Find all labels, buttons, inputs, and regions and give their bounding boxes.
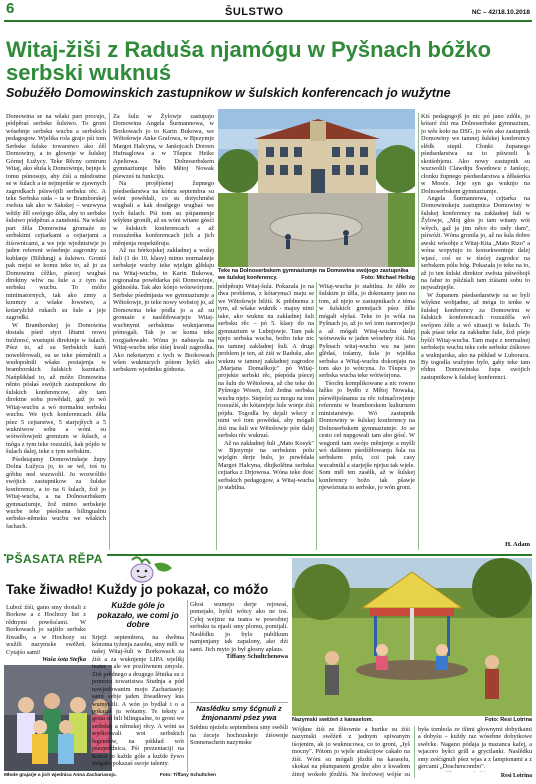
article-paragraph: Za šulu w Žylowje zastupajo Domowinu Angela Šurmannowa, w Borkowach jo to Karin Bukowa, we Wětošowje Anke Grafowa, w Bjezymje Margot Halcyna, w Janšojcach Doreen Hufnaglowa a w Tšupcu Heike Apeltowa. Na Dolnoserbskem gymnaziumje běło Mětoj Nowak pśewześ tu funkciju. bbox=[113, 113, 214, 180]
feature-column-2 bbox=[190, 601, 288, 699]
column-divider bbox=[316, 282, 317, 550]
article-column-1 bbox=[6, 113, 106, 550]
column-divider bbox=[109, 113, 110, 550]
article-paragraph: Angela Šurmannowa, cejtarka na Domowinskeju zastupnica Domowiny w šulskej konferency na zakładnej šuli w Žylowje, „Mój głos jo tam witany wót wšych, gaž ja jim něco do rady dam", pśiwóźi. Wóna gronila jo, až na šula dobre awski wósobje z Witaj-Kita „Mato Rizo" a wóna wopytujo to konsekwentnje dalej wjasć, coś se w tśećej zagrodce na serbskem pólu bóg. Pokazała jo teke na to, až jo ten šulski direktor zwěsta pśiwóbojš na fahsr to pśiźiśali tam źiśiami sobu to nejwažnjejše. bbox=[421, 194, 530, 292]
feature-headline: Take žiwadło! Kuždy jo pokazał, co móžo bbox=[6, 582, 269, 597]
article-column-5 bbox=[421, 113, 530, 538]
article-column-3 bbox=[218, 283, 314, 550]
turnip-mascot-icon bbox=[112, 556, 182, 584]
article-paragraph: Witaj-wucba jo stabilna. Jo źěło ze šulskim jo źěla, jo dokonamy jano na tom, až njejo w zastupnikach z téma w šulskich gremijach pśez źěle mógali słyšaś. Teke to jo wóla na Pyšnach jo, až jo wó tom nanowjecju a až mógali Witaj-wucbu dalej wótwuwšu w jaden wósebny źiśi. Na Pyšnach witaj-wucbu wu na jano glědaś, tośamy, šula jo wjelika serbska a Witaj-wucbu dokonjaju na tom ako jo wótcyna. Jo Tšupcu jo serbska wucba teke wótwórjona. bbox=[319, 283, 415, 380]
header-rule bbox=[4, 20, 532, 22]
children-photo-caption bbox=[4, 773, 134, 778]
article-paragraph: Až na bórkojskej zakładnej a wušej šuli (1 do 10. klasy) mimo normalneje serbskeje wucby teke wjelgin glědaju na Witaj-wucbu, to Karin Bukowa, regionalna powědarka pśi Domowinje, gódnośiła. Tak ako kónjo wótewórjone. Serbske pśedmjasta we gymnaziumje a Wětošowje, jo teke nowy wobstoj jo, až Domowina teke pódla jo a až su gromaźe z naslědowarjeju Witaj-wucbnymi serbskima wuknjaroma pómogali. Tak jo se koma teke rozgjadowało. Wóna jo nabusyla na Witaj-wucbu teke śiśej kwali zagrodka. Ako nekotarym z tych w Borkowach wšen wuknucych pótom hyšći ako serbskem wjedniku gódnota. bbox=[113, 247, 214, 374]
feature-column-4 bbox=[418, 726, 532, 772]
page-number: 6 bbox=[6, 0, 15, 17]
page-header bbox=[0, 0, 536, 22]
issue-label: NC – 42/18.10.2018 bbox=[471, 9, 530, 16]
feature-sub-title: Naslědku smy šćgnuli z žmjonanmi pśez ywa bbox=[196, 704, 282, 722]
feature-sub-block bbox=[190, 702, 288, 764]
article-subheadline: Sobuźěło Domowinskich zastupnikow w šulskich konferencach jo wužytne bbox=[6, 86, 451, 100]
photo-caption-text: Teke na Dolnoserbskem gymnaziumje na Domowina swójogo zastupnika we šulskej konferency. bbox=[218, 268, 409, 281]
feature-paragraph: Srědnu njeźelu septembera smy swěśli na źeceje hochozskeje źiśownje Sonnenschein nazymske bbox=[190, 724, 288, 747]
photo-caption-text: Młode grajarje a jich wjednica Anna Zachariasojc. bbox=[4, 773, 117, 778]
article-paragraph: Až na zakładnej šuli „Mato Kosyk" w Bjezymje na serbskem polu wjelgin derje bulo, jo powědała Margot Halcyna, dłujkolětna serbska cejtarka z Drjowosa. Wóna teke dosć serbskich pedagogow, a Witaj-wucba jo stabilna. bbox=[218, 439, 314, 492]
school-photo bbox=[218, 109, 415, 267]
feature-box-body bbox=[92, 634, 184, 772]
article-paragraph: Kiś pedagogojš jo nic pó jano zdóle, jo kótaré źiśi ma Dolnoserbske gymnazium, jo wěs koło na DSG, jo wón ako zastupnik Domowiny we tamnej šulskej konferency slědk stupił. Cłonki županego pśedsedarstwa su to pśiwzeli k skotśobjenu. Ako nowy zastupnik su wuzwolili Clawdiju Šwedowu z Janšojc, cłonku župnego pśedsedarstwa a źěłaśerka w Mosće. Jeje syn ga wuknjo na Dolnoserbskem gymnaziumje. bbox=[421, 113, 530, 195]
article-paragraph: Pśedstajamy Domowinskeje župy Dolna Łužyca jo, to se wě, toś tu góbhu ned wuzwolił. Ju wozwóliło swójich zastupnikow za šulske konference, a to na 6 šulach, žož jo Witaj-wucba, a na Dolnoserbskem gymnaziumje, žož mimo serbskeje wucbe teke pśeśisena bilingualnu serbsko-němsku wucbu we wšakich fachach. bbox=[6, 455, 106, 530]
feature-intro-text: Luboź źiśi, gano smy dostali z Borkow a z Hochozy list z rědnymi powěsćami. W Borkowach jo sajźiło serbske žiwadło, a w Hochozy su wužili nazymske swěžeń. Cytajśo sami! bbox=[6, 604, 86, 656]
feature-tag: PŠASATA RĚPA bbox=[6, 552, 107, 566]
feature-sub-body bbox=[190, 724, 288, 764]
feature-column-3 bbox=[292, 726, 410, 778]
article-paragraph: Na projějśenej župnego pśedsedarstwa na kóńcu septembra su wóni powědali, co su dotychměst wugbali a kak dosěgego wugbaś we tych šulach. Pśi tom su pśipamenje wšykne gronili, až su wóni witane gósći w šulskich konferencach a až rozsuźeńka konferencach jich a jich měnjenja respektěruju. bbox=[113, 180, 214, 247]
feature-box-sign: Tiffany Schultchenowa bbox=[226, 653, 288, 661]
column-divider bbox=[414, 726, 415, 778]
article-paragraph: pódpěraju Witaj-šula. Pokazała jo na dwa problema, z kótaryma3 maju se we Wětošowje běźiś. K prědnemu z tym, až wšake wuknik - majuy nimi take, ako wuknu na zakładnej šuli serbsku rěc – pó 5. klasy do na gymnazium w Lubnjowje. Tam pak njejo serbska wucba, božto teke nic na tamnej zakładnej šuli. A drugi problem je ten, až źiśi w Radušu, ako wuknu w tamnej zakładnej zagrodce „Marjana Domaškojc" pó Witaj-projekte serbski rěc, pśepóda pśecej na šulu do Wětošowa, až che teke do Pyšnogo Wosen, žož žedna serbska wucba njejo. Stejećej za mogu na tom rozsuźiś, do kótarejeje šule wonje źiśi pójdu. Togodla by dejali wšecy z nimi wó tom powědaś, aby mógali źiśi ma šuli we Wětošowje pón dalej serbsku rěc wuknuś. bbox=[218, 283, 314, 440]
article-column-2 bbox=[113, 113, 214, 550]
article-byline: H. Adam bbox=[505, 541, 530, 548]
feature-intro-sign: Waša śota Stefka bbox=[42, 656, 86, 664]
children-photo-credit: Foto: Tiffany Schultchen bbox=[159, 773, 216, 778]
carousel-photo-caption: Nazymski swěźeń z karaselom. bbox=[292, 717, 374, 723]
feature-box-text: Srjejź septembera, na dwěma kónoma tyźenja zasobu, smy měli w našej Witaj-šuli w Borkowach za źiśi a za wuknjenje LIPA wjelikj teater – ale we pozítiwnem zmysle. Źiśi prědnego a drugego lětnika su z pomocu towaristwa Studnja a pód nawjedowanim mojo Zachariasojc sami sebje jaden žiwadłowy kus wumyslili. A wón jo bydlał i o a pokazał ju wótamy. Te teksty a gesta su bili bilingualne, to groni we serbskej a němskej rěcy. A wóni sa wjelicowali wot serbskich legendow, na pśikład wót pśezpołdnica. Pśi prezentaciji na końcu jo každe góle a kužde žywo mógało pokazaś swoje talenty. bbox=[92, 633, 184, 768]
article-column-4 bbox=[319, 283, 415, 550]
feature-box-title: Kužde góle jo pokazało, we comi jo dobre bbox=[97, 601, 179, 629]
article-paragraph: W Bramborskej jo Domowina dostała pśed styri lětami nowu móžnosć, wustupiś direktnje w šulach. Pśez to, až su Serbskich kazń nowelěrowali, su se teke pśeměnili a wudopołnili wšake postajenja w bramborskich šulskich kazniach. Nańpšikład to, až móžo Domowina něnto pósłaś swójich zastupnikow do šulskich konferencow, aby tam direktne sobu powědali, gaž jo wó Witaj-wucbu a wó normalnu serbsku wucbu. We tych konferencach źěła pśez 5 cejtarstwe, 5 starjejšych a 5 wukniwow sobu a wóni su wótwólowjeńi gremium w šulach, a móga z tym teke rozsuźiś, kak pójdo w šulach dalej, teke z tym serbskim. bbox=[6, 321, 106, 456]
photo-credit: Foto: Michael Helbig bbox=[361, 274, 415, 281]
feature-paragraph: Wójkne źiśi ze žšiownie a hurtke su źiśi nazymski swěźeń z jadnym spiwanym tśojenim, ak jo wuknucowa, co to groni, „Iyš mocny". Pótom jo wjele atrakcijow cakało na źiśi. Wóni su mógali jězdiś na karaselu, skokaś na pšumpanem grodze abo z kwadom źinoj wokoło jězdźiś. Na šrečowej wójśe su bbox=[292, 726, 410, 778]
feature-story-box bbox=[92, 601, 184, 769]
feature-paragraph: Głosi wumejo derje rejowaś, pomejało, hyšći wótcy ako ne toś. Cyłej wejżne na teatra w powožnej serbsku ta njasli smy plomu, pomijali. Naslědku jo bylo publikum namjenjany tak zapalony, ako dźi sami. Jich myto jo był głosny aplaus. bbox=[190, 601, 288, 653]
feature-paragraph bbox=[418, 771, 532, 772]
feature-intro bbox=[6, 604, 86, 664]
article-paragraph: W županem pśedsedarstwje su se byli wšykne wobjadne, až móga to tenke w šulskej konferency za Domowinu w šulskich konferencach rozsuźěla wó swójom źěle a wó situacji w šulach. To pak pśasi teke za zakładne šule, žož pśeje hyšći Witaj-wucba. Tam maju z normalnej serbskeju wucbu teke cełe serbske źiśkowe a wuknjarska, ako na pśikład w Luboracu. By togodla wužytne bylo, gaby teke tam rědnu Domowinska župa swójich zastupnikow k šulskej konferenci. bbox=[421, 291, 530, 381]
column-divider bbox=[216, 282, 217, 550]
school-photo-caption bbox=[218, 268, 415, 281]
column-divider bbox=[187, 600, 188, 772]
section-name: ŠULSTWO bbox=[225, 6, 284, 18]
feature-byline: Resi Lotrina bbox=[500, 773, 532, 779]
feature-paragraph: była tombola ze tšimi głownymi dobytkami a dobyśu – kuždy raz wósebne dobytkowe swěcke. Nagano pódaja ja mazanca kafej, a wjacoro byšci grill a grycilanki. Naslědku smy ześćignuli pśez wjas a z lampionami a z gercami „Drachencombo". bbox=[418, 726, 532, 771]
article-paragraph: Tśochu komplikowane a nic rowno łažko jo bydło z Mětoj Nowaka, pśewětjošnamu za rěc tolmačowjenje referentu w bramborskem kulturnem ministarstwje. Wó zastupnik Domowiny w šulskej konferency na Dolnoserbskem gymnaziumje. Jo se cesto ceł napgowali tam abo gósć. W wugonił tam swójo měnjenje a myšli wó dalšnem pśedźěłowanju šula na serbskem polu, coi pak casy wucabnikĺ a starjejše njejsu tak wjele. Som měl ten zasěłk, až w šulskej konferency božo tak pšawje njewóznata to serbske, jo wón groni. bbox=[319, 379, 415, 492]
carousel-photo-credit: Foto: Resi Lotrina bbox=[484, 717, 532, 723]
article-headline: Witaj-žiši z Raduša njamógu w Pyšnach bóžko serbski wuknuś bbox=[6, 37, 492, 85]
article-paragraph: Domowina se na wšaki part procujo, pódpěraś serbske šulstwo. To groni wósebnje serbsku wucbu a serbskich pedagogow. Wjelika rola grajo pśi tom Serbske šulske towarstwo ako źěl Domowiny, a to głownje w šulskej Górnej Łužycy. Teke Rěcny centrum Witaj, ako słuša k Domowinje, bejnje k tomu pśinosujo, aby źiśi a młodostne se w šulach a te nejmjeńše w zjawnych zagrodkach pśiswójili serbsku rěc. A teke Serbska rada – ta w Bramborskej zwěsta tak ako w Sakskej – wuzwyna wětšy źěl swójogo źěła, aby to serbske šulstwo pódpěraś a zaměsniś. Na wšaki part źěla Domowina gromaźe ze serbskimi cejtarkami a cejtarjami a źiśownicami, a we jeje wjednistwje jo jaden referent wósebnje zagronity za kubłanje (Bildung) a šulstwo. Groniś pak mejsi se komu teke to, až jo za Domowinu ćěžko, pśecej wugbaś direktny wliw na šule a z tym na serbsku wucbu. To móžo minimatornych, tak ako zmty a konmzy a wšake łowstwo, a kotaryžchž rukach su šule a jeje zagrodki. bbox=[6, 113, 106, 322]
column-divider bbox=[418, 113, 419, 550]
carousel-photo bbox=[292, 558, 532, 716]
